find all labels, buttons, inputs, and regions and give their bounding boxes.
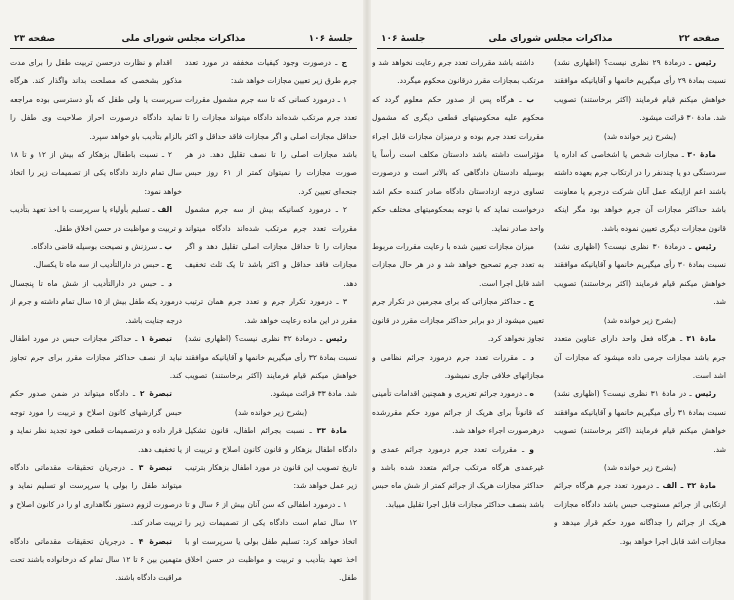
publication-title: مذاکرات مجلس شورای ملی (488, 34, 613, 44)
paragraph-lead: رئیس (325, 334, 347, 344)
paragraph (10, 54, 182, 146)
paragraph-text: ـ سرزنش و نصیحت بوسیله قاضی دادگاه. (31, 242, 165, 252)
paragraph (185, 496, 357, 588)
paragraph-lead: ج (341, 58, 347, 67)
paragraph-text: ۱ ـ درمورد اطفالی که سن آنان بیش از ۶ سال و تا ۱۲ سال تمام است دادگاه یکی از تصمیمات زیر را اتخاذ خواهد کرد: تسلیم طفل بولی یا سرپرست او با اخذ تعهد بتأدیب و تربیت و مواظبت در حسن اخلاق طفل. (185, 499, 357, 583)
paragraph (10, 459, 182, 533)
text-column-left (10, 54, 182, 589)
right-page (367, 0, 734, 600)
text-column-left (372, 54, 544, 589)
paragraph (554, 54, 726, 128)
paragraph (185, 330, 357, 404)
paragraph (185, 293, 357, 330)
paragraph (554, 238, 726, 312)
paragraph-lead: ب (526, 94, 534, 104)
publication-title: مذاکرات مجلس شورای ملی (121, 34, 246, 44)
paragraph (185, 91, 357, 201)
paragraph-lead: تبصرهٔ ۱ (140, 334, 172, 344)
paragraph-text: ۲ ـ درمورد کسانیکه بیش از سه جرم مشمول مقررات تعدد جرم مرتکب شده‌اند دادگاه میتواند مجازات را تا حداقل مجازات اصلی تقلیل دهد و اگر مجازات فاقد حداقل و اکثر باشد تا یک ثلث تخفیف دهد. (185, 205, 357, 288)
paragraph (185, 201, 357, 293)
text-column-right (185, 54, 357, 589)
paragraph-text: ـ درمادهٔ ۲۹ نظری نیست؟ (اظهاری نشد) نسبت بمادهٔ ۲۹ رأی میگیریم خانمها و آقایانیکه موافقند خواهش میکنم قیام فرمایند (اکثر برخاستند) تصویب شد. مادهٔ ۳۰ قرائت میشود. (554, 58, 726, 123)
page-number: صفحه ۲۳ (14, 34, 56, 44)
paragraph (10, 533, 182, 588)
page-number: صفحه ۲۲ (678, 34, 720, 44)
paragraph-lead: تبصرهٔ ۴ (138, 536, 172, 546)
paragraph (10, 201, 182, 238)
paragraph-text: ـ درصورت وجود کیفیات مخففه در مورد تعدد جرم طرق زیر تعیین مجازات خواهد شد: (185, 58, 357, 86)
paragraph-text: ۱ ـ درمورد کسانی که تا سه جرم مشمول مقررات تعدد جرم مرتکب شده‌اند دادگاه میتواند مجازات را تا حداقل مجازات اصلی و اگر مجازات فاقد حداقل و اکثر باشد مجازات اصلی را تا نصف تقلیل دهد. در هر صورت مجازات را نمیتوان کمتر از ۶۱ روز حبس جنحه‌ای تعیین کرد. (185, 94, 357, 196)
session-number: جلسهٔ ۱۰۶ (381, 34, 426, 44)
paragraph (554, 128, 726, 146)
text-column-right (554, 54, 726, 589)
paragraph (10, 385, 182, 459)
paragraph-text: ـ در مادهٔ ۳۱ نظری نیست؟ (اظهاری نشد) نسبت بمادهٔ ۳۱ رأی میگیریم خانمها و آقایانیکه موافقند خواهش میکنم قیام فرمایند (اکثر برخاستند) تصویب شد. (554, 389, 726, 454)
paragraph-text: ـ تسلیم بأولیاء یا سرپرست با اخذ تعهد بتأدیب و تربیت و مواظبت در حسن اخلاق طفل. (10, 205, 182, 233)
paragraph-text: ـ مقررات تعدد جرم درمورد جرائم عمدی و غیرعمدی هرگاه مرتکب جرائم متعدد شده باشد و حداکثر مجازات هریک از جرائم کمتر از شش ماه حبس باشد بنصف حداکثر مجازات قابل اجرا تقلیل مییابد. (372, 444, 544, 509)
paragraph-text: ـ حداکثر مجازاتی که برای مجرمین در تکرار جرم تعیین میشود از دو برابر حداکثر مجازات مقرر در قانون تجاوز نخواهد کرد. (372, 297, 544, 344)
paragraph-text: ـ حبس در دارالتأدیب از شش ماه تا پنجسال درمورد یکه طفل بیش از ۱۵ سال تمام داشته و جرم از درجه جنایت باشد. (10, 278, 182, 325)
paragraph-text: میزان مجازات تعیین شده با رعایت مقررات مربوط به تعدد جرم تصحیح خواهد شد و در هر حال مجازات اشد قابل اجرا است. (372, 242, 544, 288)
paragraph-text: (بشرح زیر خوانده شد) (603, 315, 677, 325)
page-header (10, 34, 357, 49)
paragraph-lead: رئیس (694, 389, 716, 399)
paragraph (10, 330, 182, 385)
paragraph-lead: ب (164, 242, 172, 252)
paragraph (372, 385, 544, 440)
paragraph-text: اقدام و نظارت درحسن تربیت طفل را برای مدت مذکور بشخصی که مصلحت بداند واگذار کند. هرگاه سرپرست یا ولی طفل که بآو دسترسی بوده مراجعه نماید دادگاه درصورت احراز صلاحیت وی طفل را بالزام بتأدیب باو خواهد سپرد. (10, 58, 182, 141)
paragraph (372, 54, 544, 91)
paragraph-lead: رئیس (694, 58, 716, 67)
paragraph (372, 238, 544, 293)
paragraph-text: ـ هرگاه پس از صدور حکم معلوم گردد که محکوم علیه محکومیتهای قطعی دیگری که مشمول مقررات تعدد جرم بوده و درمیزان مجازات قابل اجراء مؤثراست داشته باشد دادستان مکلف است رأساً یا بوسیله دادستان دادگاهی که بالاتر است و درصورت تساوی درجه ازدادستان دادگاه صادر کننده حکم اشد درخواست نماید که با توجه بمحکومیتهای مختلف حکم واحد صادر نماید. (372, 94, 544, 233)
paragraph (10, 146, 182, 201)
paragraph (554, 330, 726, 385)
paragraph-text: ـ درجریان تحقیقات مقدماتی دادگاه متهمین بین ۶ تا ۱۲ سال تمام که درخانواده باشند تحت مراقبت دادگاه باشند. (10, 536, 182, 583)
paragraph-lead: ج (528, 297, 534, 307)
session-number: جلسهٔ ۱۰۶ (308, 34, 353, 44)
paragraph-text: ۲ ـ نسبت باطفال بزهکار که بیش از ۱۲ و تا ۱۸ سال تمام دارند دادگاه یکی از تصمیمات زیر را اتخاذ خواهد نمود: (10, 150, 182, 196)
paragraph (185, 54, 357, 91)
paragraph-lead: ه (529, 389, 534, 399)
paragraph-text: ـ درمورد جرائم تعزیری و همچنین اقدامات تأمینی که قانوناً برای هریک از جرائم مورد حکم مقررشده درهرصورت اجراء خواهد شد. (372, 389, 544, 436)
paragraph-lead: تبصرهٔ ۳ (138, 462, 172, 472)
paragraph-text: ـ درمادهٔ ۳۰ نظری نیست؟ (اظهاری نشد) نسبت بمادهٔ ۳۰ رأی میگیریم خانمها و آقایانیکه موافقند خواهش میکنم قیام فرمایند (اکثر برخاستند) تصویب شد. (554, 242, 726, 307)
paragraph-text: داشته باشد مقررات تعدد جرم رعایت نخواهد شد و مرتکب بمجازات مقرر درقانون محکوم میگردد. (372, 58, 544, 86)
paragraph-text: (بشرح زیر خوانده شد) (234, 407, 308, 417)
paragraph (554, 312, 726, 330)
paragraph-lead: رئیس (694, 242, 716, 252)
paragraph-lead: مادهٔ ۳۱ (686, 334, 716, 344)
paragraph-text: ـ حبس در دارالتأدیب از سه ماه تا یکسال. (33, 260, 167, 270)
paragraph-lead: مادهٔ ۳۳ (316, 426, 347, 436)
paragraph-text: ـ مجازات شخص یا اشخاصی که اداره یا سردستگی دو یا چندنفر را در ارتکاب جرم بعهده داشته باشند اعم ازاینکه عمل آنان شرکت درجرم یا معاونت باشد حداکثر مجازات آن جرم خواهد بود مگر اینکه قانون مجازات دیگری تعیین نموده باشد. (554, 150, 726, 233)
paragraph-lead: الف (157, 205, 172, 215)
page-header (377, 34, 724, 49)
paragraph-lead: تبصرهٔ ۲ (139, 389, 172, 399)
paragraph-text: ـ درجریان تحقیقات مقدماتی دادگاه میتواند طفل را بولی یا سرپرست او تسلیم نماید و درصورت لزوم دستور نگاهداری او را در کانون اصلاح و تربیت صادر کند. (10, 462, 182, 528)
paragraph (372, 441, 544, 515)
paragraph-lead: مادهٔ ۳۰ (687, 150, 716, 160)
paragraph-text: (بشرح زیر خوانده شد) (603, 131, 677, 141)
paragraph (554, 146, 726, 238)
paragraph-text: ـ درمورد تعدد جرم هرگاه جرائم ارتکابی از جرائم مستوجب حبس باشد دادگاه مجازات هریک از جرائم را جداگانه مورد حکم قرار میدهد و مجازات اشد قابل اجرا خواهد بود. (554, 481, 726, 546)
paragraph (554, 385, 726, 459)
paragraph-text: ۳ ـ درمورد تکرار جرم و تعدد جرم همان ترتیب مقرر در این ماده رعایت خواهد شد. (185, 297, 357, 325)
paragraph (372, 293, 544, 348)
paragraph (554, 477, 726, 551)
paragraph (185, 404, 357, 422)
paragraph-text: ـ درمادهٔ ۳۲ نظری نیست؟ (اظهاری نشد) نسبت بمادهٔ ۳۲ رأی میگیریم خانمها و آقایانیکه موافقند خواهش میکنم قیام فرمایند (اکثر برخاستند) تصویب شد. مادهٔ ۳۳ قرائت میشود. (185, 334, 357, 399)
paragraph-lead: و (529, 444, 534, 454)
paragraph-lead: ج (166, 260, 172, 270)
paragraph-text: (بشرح زیر خوانده شد) (603, 462, 677, 472)
paragraph-text: ـ هرگاه فعل واحد دارای عناوین متعدد جرم باشد مجازات جرمی داده میشود که مجازات آن اشد است. (554, 334, 726, 380)
paragraph (10, 275, 182, 330)
paragraph (372, 91, 544, 238)
paragraph (372, 349, 544, 386)
paragraph (10, 238, 182, 256)
paragraph (10, 256, 182, 274)
paragraph-lead: مادهٔ ۳۲ ـ الف (662, 481, 716, 491)
paragraph-text: ـ نسبت بجرائم اطفال، قانون تشکیل دادگاه اطفال بزهکار و قانون کانون اصلاح و تربیت از تاریخ تصویب این قانون در مورد اطفال بزهکار بترتیب زیر عمل خواهد شد: (185, 426, 357, 491)
paragraph (554, 459, 726, 477)
paragraph-lead: د (530, 352, 534, 362)
paragraph-text: ـ دادگاه میتواند در ضمن صدور حکم حبس گزارشهای کانون اصلاح و تربیت را مورد توجه قرار داده و درتصمیمات قطعی خود تجدید نظر نماید و یا تخفیف دهد. (10, 389, 182, 454)
paragraph-text: ـ حداکثر مجازات حبس در مورد اطفال نباید از نصف حداکثر مجازات مقرر برای جرم تجاوز کند. (10, 334, 182, 380)
paragraph-text: ـ مقررات تعدد جرم درمورد جرائم نظامی و مجازاتهای خلافی جاری نمیشود. (372, 352, 544, 380)
paragraph (185, 422, 357, 496)
paragraph-lead: د (168, 278, 172, 288)
